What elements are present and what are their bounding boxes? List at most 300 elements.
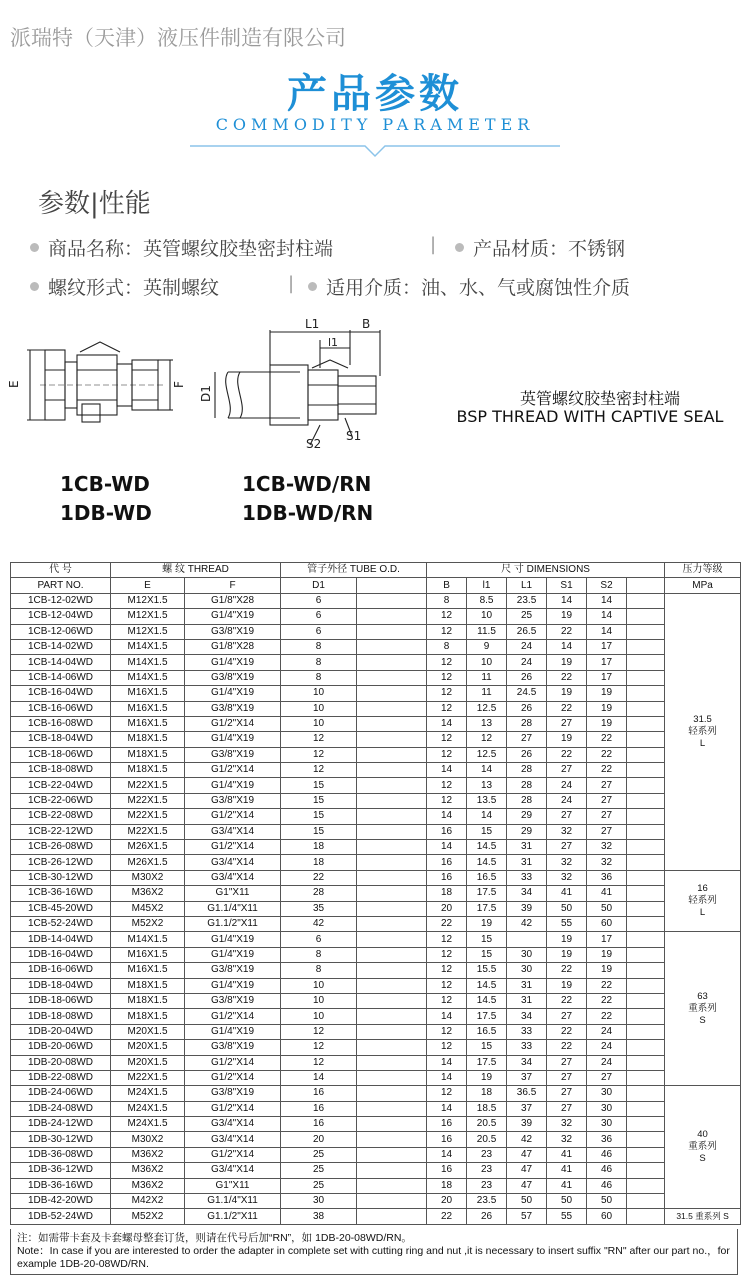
table-row: [11, 1194, 741, 1209]
cell-part-no: 1CB-22-06WD: [11, 793, 111, 808]
cell-e: M30X2: [111, 870, 185, 885]
cell-s1: 19: [547, 686, 587, 701]
cell-empty: [357, 870, 427, 885]
cell-l1: 30: [507, 963, 547, 978]
cell-s2: 27: [587, 809, 627, 824]
cell-s1: 27: [547, 716, 587, 731]
cell-part-no: 1DB-20-04WD: [11, 1024, 111, 1039]
cell-empty: [357, 901, 427, 916]
cell-e: M12X1.5: [111, 624, 185, 639]
cell-d1: 20: [281, 1132, 357, 1147]
cell-part-no: 1CB-16-06WD: [11, 701, 111, 716]
info-item-thread: [30, 273, 219, 300]
cell-s2: 22: [587, 747, 627, 762]
cell-part-no: 1CB-26-08WD: [11, 840, 111, 855]
cell-s2: 46: [587, 1163, 627, 1178]
cell-s2: 14: [587, 593, 627, 608]
th-pressure: 压力等级: [665, 563, 741, 578]
table-row: [11, 609, 741, 624]
cell-s2: 17: [587, 655, 627, 670]
cell-empty: [357, 1117, 427, 1132]
code-1cb-wd-rn: 1CB-WD/RN: [242, 472, 372, 496]
cell-b: 14: [427, 1055, 467, 1070]
cell-f: G1/2"X14: [185, 1147, 281, 1162]
cell-f: G1/4"X19: [185, 932, 281, 947]
cell-f: G1.1/2"X11: [185, 916, 281, 931]
pressure-group-cell: [665, 1209, 741, 1224]
pressure-s: S: [699, 1153, 706, 1165]
table-row: [11, 1009, 741, 1024]
cell-d1: 38: [281, 1209, 357, 1224]
cell-empty-2: [627, 701, 665, 716]
cell-empty: [357, 1147, 427, 1162]
cell-l1: 26: [507, 747, 547, 762]
cell-s1: 22: [547, 963, 587, 978]
cell-s1: 22: [547, 624, 587, 639]
cell-e: M14X1.5: [111, 655, 185, 670]
cell-part-no: 1DB-36-16WD: [11, 1178, 111, 1193]
cell-d1: 28: [281, 886, 357, 901]
cell-l1: 50: [507, 1194, 547, 1209]
cell-f: G1/2"X14: [185, 1055, 281, 1070]
cell-part-no: 1CB-14-02WD: [11, 639, 111, 654]
cell-part-no: 1CB-16-04WD: [11, 686, 111, 701]
cell-s2: 36: [587, 870, 627, 885]
cell-empty: [357, 1055, 427, 1070]
cell-d1: 8: [281, 963, 357, 978]
cell-l1: 30: [507, 947, 547, 962]
cell-f: G3/8"X19: [185, 793, 281, 808]
cell-d1: 10: [281, 978, 357, 993]
cell-l1-small: 16.5: [467, 870, 507, 885]
cell-empty: [357, 747, 427, 762]
cell-f: G3/4"X14: [185, 1117, 281, 1132]
cell-e: M36X2: [111, 1163, 185, 1178]
cell-empty-2: [627, 1009, 665, 1024]
cell-s2: 14: [587, 609, 627, 624]
cell-empty-2: [627, 1086, 665, 1101]
cell-part-no: 1DB-16-04WD: [11, 947, 111, 962]
pressure-group-cell: [665, 593, 741, 870]
drawing-1cb-wd: [27, 342, 173, 422]
cell-b: 16: [427, 1117, 467, 1132]
cell-e: M18X1.5: [111, 763, 185, 778]
cell-b: 14: [427, 1101, 467, 1116]
cell-e: M36X2: [111, 1178, 185, 1193]
cell-l1-small: 19: [467, 916, 507, 931]
bsp-title-en: BSP THREAD WITH CAPTIVE SEAL: [456, 407, 724, 426]
cell-f: G1/2"X14: [185, 809, 281, 824]
pressure-s: L: [699, 737, 706, 749]
cell-e: M36X2: [111, 886, 185, 901]
cell-l1-small: 13: [467, 778, 507, 793]
cell-s1: 55: [547, 916, 587, 931]
cell-f: G3/8"X19: [185, 747, 281, 762]
cell-s1: 55: [547, 1209, 587, 1224]
th-empty: [357, 578, 427, 593]
cell-part-no: 1CB-14-06WD: [11, 670, 111, 685]
cell-s1: 27: [547, 840, 587, 855]
cell-b: 14: [427, 716, 467, 731]
cell-empty-2: [627, 886, 665, 901]
th-s2: S2: [587, 578, 627, 593]
cell-l1: 24.5: [507, 686, 547, 701]
cell-s1: 32: [547, 1132, 587, 1147]
cell-l1: [507, 932, 547, 947]
cell-empty: [357, 793, 427, 808]
note-cn: 注：如需带卡套及卡套螺母整套订货，则请在代号后加“RN”，如 1DB-20-08WD/RN。: [17, 1232, 412, 1244]
cell-s1: 27: [547, 1009, 587, 1024]
cell-e: M14X1.5: [111, 670, 185, 685]
cell-b: 12: [427, 655, 467, 670]
cell-b: 12: [427, 932, 467, 947]
cell-b: 12: [427, 732, 467, 747]
cell-s2: 22: [587, 978, 627, 993]
cell-s1: 50: [547, 1194, 587, 1209]
cell-l1-small: 14.5: [467, 993, 507, 1008]
cell-s2: 19: [587, 701, 627, 716]
cell-s2: 24: [587, 1055, 627, 1070]
cell-b: 12: [427, 947, 467, 962]
cell-s2: 22: [587, 993, 627, 1008]
table-row: [11, 732, 741, 747]
cell-part-no: 1DB-24-06WD: [11, 1086, 111, 1101]
cell-f: G3/8"X19: [185, 624, 281, 639]
cell-l1-small: 15: [467, 947, 507, 962]
label-l1: L1: [305, 317, 320, 331]
label-s2: S2: [306, 437, 322, 451]
cell-f: G3/8"X19: [185, 1040, 281, 1055]
th-d1: D1: [281, 578, 357, 593]
cell-e: M20X1.5: [111, 1040, 185, 1055]
table-row: [11, 1209, 741, 1224]
cell-d1: 18: [281, 840, 357, 855]
cell-b: 12: [427, 747, 467, 762]
table-row: [11, 778, 741, 793]
cell-d1: 6: [281, 609, 357, 624]
cell-l1: 28: [507, 793, 547, 808]
cell-empty-2: [627, 916, 665, 931]
table-row: [11, 963, 741, 978]
bsp-title-cn: 英管螺纹胶垫密封柱端: [519, 389, 680, 408]
cell-l1: 33: [507, 1040, 547, 1055]
cell-s1: 32: [547, 855, 587, 870]
cell-b: 12: [427, 993, 467, 1008]
cell-empty: [357, 978, 427, 993]
cell-l1-small: 14: [467, 809, 507, 824]
cell-part-no: 1DB-18-08WD: [11, 1009, 111, 1024]
cell-l1: 27: [507, 732, 547, 747]
cell-l1: 31: [507, 840, 547, 855]
cell-s2: 30: [587, 1101, 627, 1116]
cell-f: G3/8"X19: [185, 993, 281, 1008]
cell-l1-small: 19: [467, 1070, 507, 1085]
cell-l1-small: 26: [467, 1209, 507, 1224]
info-material-text: 产品材质：不锈钢: [473, 238, 626, 260]
cell-l1-small: 18: [467, 1086, 507, 1101]
table-row: [11, 1163, 741, 1178]
cell-s1: 22: [547, 1040, 587, 1055]
cell-s1: 41: [547, 1178, 587, 1193]
cell-l1-small: 12.5: [467, 747, 507, 762]
th-f: F: [185, 578, 281, 593]
table-row: [11, 1178, 741, 1193]
cell-l1-small: 20.5: [467, 1132, 507, 1147]
cell-d1: 6: [281, 624, 357, 639]
cell-s1: 32: [547, 824, 587, 839]
cell-part-no: 1DB-22-08WD: [11, 1070, 111, 1085]
cell-empty: [357, 963, 427, 978]
pressure-cn: 轻系列: [688, 895, 717, 907]
cell-s2: 60: [587, 1209, 627, 1224]
cell-l1-small: 14.5: [467, 978, 507, 993]
cell-part-no: 1CB-26-12WD: [11, 855, 111, 870]
cell-l1: 34: [507, 1055, 547, 1070]
cell-e: M16X1.5: [111, 963, 185, 978]
cell-part-no: 1CB-12-02WD: [11, 593, 111, 608]
bullet-icon: [308, 282, 317, 291]
drawing-1cb-wd-rn: [215, 330, 380, 445]
cell-part-no: 1CB-36-16WD: [11, 886, 111, 901]
cell-s1: 41: [547, 1147, 587, 1162]
pressure-cn: 轻系列: [688, 725, 717, 737]
cell-f: G1/4"X19: [185, 978, 281, 993]
cell-d1: 12: [281, 1040, 357, 1055]
cell-d1: 12: [281, 1024, 357, 1039]
section-title: 参数|性能: [38, 189, 151, 219]
cell-d1: 8: [281, 947, 357, 962]
cell-s1: 14: [547, 639, 587, 654]
cell-b: 16: [427, 1163, 467, 1178]
cell-part-no: 1DB-36-12WD: [11, 1163, 111, 1178]
cell-part-no: 1DB-52-24WD: [11, 1209, 111, 1224]
cell-empty-2: [627, 870, 665, 885]
cell-l1: 37: [507, 1101, 547, 1116]
cell-l1-small: 15: [467, 1040, 507, 1055]
table-row: [11, 1132, 741, 1147]
table-row: [11, 747, 741, 762]
company-name: 派瑞特（天津）液压件制造有限公司: [10, 26, 346, 50]
cell-f: G3/4"X14: [185, 1163, 281, 1178]
cell-l1: 24: [507, 655, 547, 670]
cell-part-no: 1CB-52-24WD: [11, 916, 111, 931]
info-separator: |: [288, 273, 295, 294]
cell-e: M16X1.5: [111, 947, 185, 962]
cell-empty: [357, 609, 427, 624]
cell-s1: 19: [547, 978, 587, 993]
cell-l1-small: 9: [467, 639, 507, 654]
cell-e: M45X2: [111, 901, 185, 916]
cell-empty: [357, 593, 427, 608]
cell-empty-2: [627, 1040, 665, 1055]
cell-e: M30X2: [111, 1132, 185, 1147]
cell-empty: [357, 655, 427, 670]
cell-l1: 47: [507, 1163, 547, 1178]
info-name-text: 商品名称：英管螺纹胶垫密封柱端: [48, 238, 334, 260]
cell-d1: 8: [281, 670, 357, 685]
cell-s1: 19: [547, 609, 587, 624]
cell-e: M42X2: [111, 1194, 185, 1209]
table-row: [11, 639, 741, 654]
cell-empty: [357, 1070, 427, 1085]
cell-f: G1/4"X19: [185, 947, 281, 962]
cell-e: M20X1.5: [111, 1024, 185, 1039]
cell-f: G1/4"X19: [185, 686, 281, 701]
cell-f: G1/4"X19: [185, 778, 281, 793]
cell-d1: 10: [281, 993, 357, 1008]
cell-empty: [357, 1132, 427, 1147]
table-row: [11, 840, 741, 855]
pressure-group-cell: [665, 1086, 741, 1209]
cell-l1: 42: [507, 1132, 547, 1147]
cell-empty-2: [627, 824, 665, 839]
th-dimensions: 尺 寸 DIMENSIONS: [427, 563, 665, 578]
cell-l1-small: 14: [467, 763, 507, 778]
cell-s1: 27: [547, 1086, 587, 1101]
hero-divider-icon: [0, 135, 750, 165]
cell-e: M24X1.5: [111, 1117, 185, 1132]
pressure-mpa: 63: [697, 990, 708, 1002]
cell-empty-2: [627, 855, 665, 870]
cell-l1-small: 11: [467, 670, 507, 685]
cell-b: 20: [427, 1194, 467, 1209]
cell-empty-2: [627, 793, 665, 808]
cell-e: M12X1.5: [111, 593, 185, 608]
cell-b: 12: [427, 624, 467, 639]
cell-l1: 42: [507, 916, 547, 931]
cell-f: G1.1/4"X11: [185, 901, 281, 916]
pressure-group-cell: [665, 932, 741, 1086]
cell-f: G1/4"X19: [185, 609, 281, 624]
cell-f: G1/2"X14: [185, 1101, 281, 1116]
th-tube: 管子外径 TUBE O.D.: [281, 563, 427, 578]
label-e: E: [7, 380, 21, 388]
cell-empty: [357, 1024, 427, 1039]
cell-d1: 22: [281, 870, 357, 885]
cell-l1: 33: [507, 1024, 547, 1039]
cell-b: 14: [427, 763, 467, 778]
cell-f: G1"X11: [185, 886, 281, 901]
table-row: [11, 1147, 741, 1162]
cell-l1-small: 23: [467, 1163, 507, 1178]
cell-empty-2: [627, 778, 665, 793]
bullet-icon: [455, 243, 464, 252]
info-row-2: [30, 273, 730, 299]
cell-s2: 46: [587, 1178, 627, 1193]
cell-d1: 35: [281, 901, 357, 916]
cell-part-no: 1CB-12-04WD: [11, 609, 111, 624]
cell-part-no: 1DB-36-08WD: [11, 1147, 111, 1162]
table-row: [11, 809, 741, 824]
cell-s1: 32: [547, 870, 587, 885]
label-b: B: [362, 317, 371, 331]
cell-empty: [357, 763, 427, 778]
cell-e: M16X1.5: [111, 716, 185, 731]
cell-empty-2: [627, 1024, 665, 1039]
cell-l1-small: 18.5: [467, 1101, 507, 1116]
bullet-icon: [30, 282, 39, 291]
label-s1: S1: [346, 429, 362, 443]
cell-l1: 28: [507, 778, 547, 793]
cell-l1: 29: [507, 809, 547, 824]
cell-e: M22X1.5: [111, 793, 185, 808]
cell-l1-small: 23.5: [467, 1194, 507, 1209]
spec-table: [10, 562, 741, 1225]
cell-d1: 25: [281, 1178, 357, 1193]
table-row: [11, 763, 741, 778]
cell-empty: [357, 701, 427, 716]
cell-empty: [357, 1040, 427, 1055]
cell-s2: 14: [587, 624, 627, 639]
cell-part-no: 1CB-45-20WD: [11, 901, 111, 916]
cell-b: 14: [427, 840, 467, 855]
cell-s2: 24: [587, 1024, 627, 1039]
cell-empty: [357, 886, 427, 901]
cell-empty-2: [627, 639, 665, 654]
cell-s2: 17: [587, 932, 627, 947]
cell-empty-2: [627, 947, 665, 962]
cell-f: G1/4"X19: [185, 655, 281, 670]
table-row: [11, 655, 741, 670]
th-mpa: MPa: [665, 578, 741, 593]
cell-b: 16: [427, 824, 467, 839]
cell-empty: [357, 855, 427, 870]
cell-part-no: 1DB-24-12WD: [11, 1117, 111, 1132]
cell-l1: 34: [507, 1009, 547, 1024]
cell-l1-small: 10: [467, 655, 507, 670]
cell-e: M22X1.5: [111, 824, 185, 839]
cell-l1: 26: [507, 701, 547, 716]
cell-empty: [357, 1086, 427, 1101]
cell-empty-2: [627, 1163, 665, 1178]
cell-b: 14: [427, 1009, 467, 1024]
cell-d1: 8: [281, 639, 357, 654]
cell-part-no: 1DB-20-06WD: [11, 1040, 111, 1055]
cell-part-no: 1DB-30-12WD: [11, 1132, 111, 1147]
cell-l1: 47: [507, 1147, 547, 1162]
cell-d1: 8: [281, 655, 357, 670]
cell-d1: 16: [281, 1086, 357, 1101]
cell-d1: 10: [281, 1009, 357, 1024]
cell-e: M24X1.5: [111, 1101, 185, 1116]
cell-b: 8: [427, 593, 467, 608]
cell-empty: [357, 809, 427, 824]
cell-d1: 10: [281, 716, 357, 731]
cell-f: G3/8"X19: [185, 701, 281, 716]
cell-s2: 27: [587, 824, 627, 839]
cell-b: 20: [427, 901, 467, 916]
cell-f: G3/4"X14: [185, 855, 281, 870]
cell-s1: 41: [547, 1163, 587, 1178]
cell-empty: [357, 916, 427, 931]
table-header-row-1: [11, 563, 741, 578]
cell-empty: [357, 1163, 427, 1178]
cell-empty-2: [627, 1209, 665, 1224]
cell-part-no: 1CB-22-04WD: [11, 778, 111, 793]
info-separator: |: [430, 234, 437, 255]
cell-empty-2: [627, 1055, 665, 1070]
cell-b: 12: [427, 978, 467, 993]
cell-f: G1.1/2"X11: [185, 1209, 281, 1224]
label-f: F: [172, 381, 186, 388]
cell-l1-small: 11.5: [467, 624, 507, 639]
hero-title: 产品参数: [287, 71, 463, 117]
cell-s1: 22: [547, 701, 587, 716]
cell-l1: 36.5: [507, 1086, 547, 1101]
cell-b: 18: [427, 1178, 467, 1193]
cell-s2: 22: [587, 1009, 627, 1024]
cell-b: 16: [427, 870, 467, 885]
